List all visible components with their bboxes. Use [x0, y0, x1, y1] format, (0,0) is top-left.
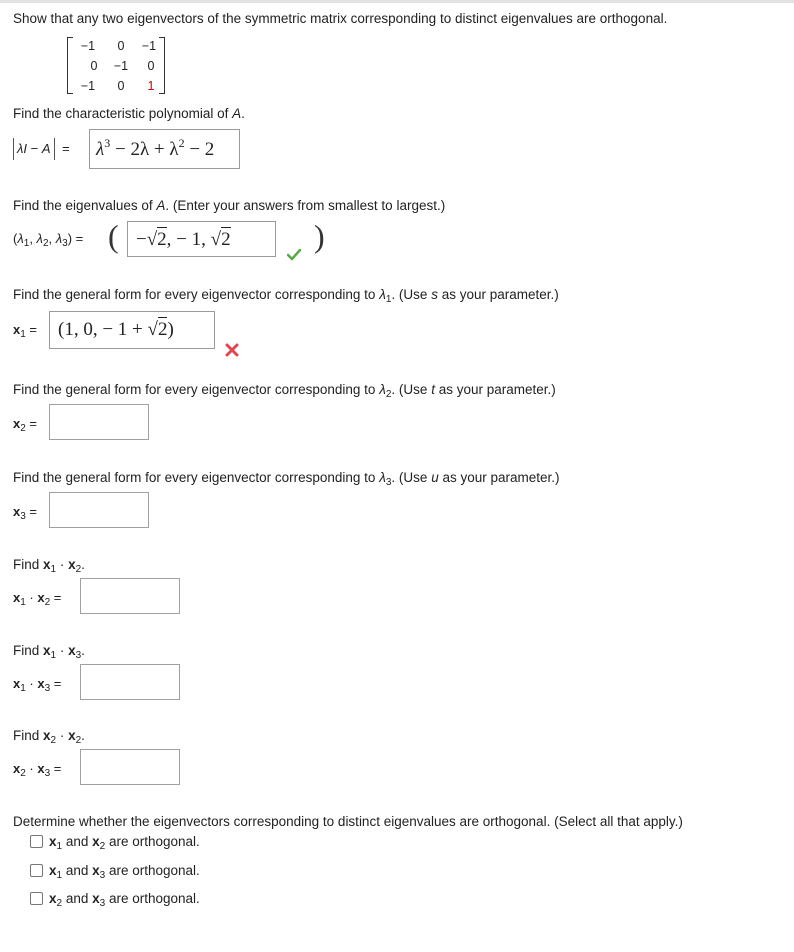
eigenvalues-label: ($\lambda_1$, $\lambda_2$, $\lambda_3$) =	[13, 231, 84, 249]
check-icon	[287, 249, 301, 261]
dot1-input[interactable]	[80, 578, 180, 614]
eigvec2-label: $x_2$ =	[13, 416, 38, 434]
option-checkbox[interactable]	[30, 892, 43, 905]
dot3-label: $x_2 \cdot x_3$ =	[13, 761, 62, 779]
eigvec3-label: $x_3$ =	[13, 504, 38, 522]
dot2-input[interactable]	[80, 664, 180, 700]
char-poly-answer-box[interactable]	[89, 129, 240, 169]
matrix-cell: 0	[117, 79, 125, 93]
char-poly-prompt: Find the characteristic polynomial of A.	[13, 106, 245, 121]
eigenvalues-close-paren: )	[314, 218, 325, 254]
eigvec2-input[interactable]	[49, 404, 149, 440]
matrix-cell: 0	[117, 39, 125, 53]
question-intro: Show that any two eigenvectors of the symmetric matrix corresponding to distinct eigenvalues are orthogonal.	[13, 11, 668, 26]
eigvec3-input[interactable]	[49, 492, 149, 528]
char-poly-lhs: λI − A =	[13, 138, 70, 160]
option-label[interactable]: $x_1$ and $x_3$ are orthogonal.	[49, 863, 200, 881]
eigvec2-prompt: Find the general form for every eigenvector corresponding to $\lambda_2$. (Use t as your parameter.)	[13, 382, 556, 400]
eigenvalues-answer-box[interactable]	[127, 221, 276, 257]
eigvec1-prompt: Find the general form for every eigenvector corresponding to $\lambda_1$. (Use s as your parameter.)	[13, 287, 559, 305]
matrix-left-bracket	[67, 37, 73, 94]
dot3-input[interactable]	[80, 749, 180, 785]
eigvec1-label: $x_1$ =	[13, 322, 38, 340]
dot2-label: $x_1 \cdot x_3$ =	[13, 676, 62, 694]
option-label[interactable]: $x_2$ and $x_3$ are orthogonal.	[49, 891, 200, 909]
eigvec1-answer-box[interactable]	[49, 311, 215, 349]
eigvec1-answer: (1, 0, − 1 + √2)	[58, 319, 174, 340]
matrix-cell: 0	[147, 59, 155, 73]
dot1-prompt: Find $x_1 \cdot x_2$.	[13, 557, 85, 575]
matrix-cell: −1	[80, 79, 96, 93]
top-divider	[0, 0, 794, 3]
matrix-cell-highlighted: 1	[147, 79, 155, 93]
matrix-cell: −1	[141, 39, 157, 53]
matrix-cell: −1	[113, 59, 129, 73]
eigenvalues-open-paren: (	[108, 218, 119, 254]
dot2-prompt: Find $x_1 \cdot x_3$.	[13, 643, 85, 661]
cross-icon	[225, 343, 239, 357]
option-checkbox[interactable]	[30, 864, 43, 877]
eigenvalues-prompt: Find the eigenvalues of A. (Enter your answers from smallest to largest.)	[13, 198, 446, 213]
eigenvalues-answer: −√2, − 1, √2	[136, 229, 231, 250]
option-label[interactable]: $x_1$ and $x_2$ are orthogonal.	[49, 834, 200, 852]
matrix-cell: −1	[80, 39, 96, 53]
orthogonal-prompt: Determine whether the eigenvectors corresponding to distinct eigenvalues are orthogonal. (Select all that apply.)	[13, 814, 683, 829]
dot1-label: $x_1 \cdot x_2$ =	[13, 590, 62, 608]
option-checkbox[interactable]	[30, 835, 43, 848]
eigvec3-prompt: Find the general form for every eigenvector corresponding to $\lambda_3$. (Use u as your parameter.)	[13, 470, 560, 488]
char-poly-answer: $\lambda^3 - 2\lambda + \lambda^2 - 2$	[96, 136, 215, 160]
dot3-prompt: Find $x_2 \cdot x_2$.	[13, 728, 85, 746]
matrix-cell: 0	[90, 59, 98, 73]
